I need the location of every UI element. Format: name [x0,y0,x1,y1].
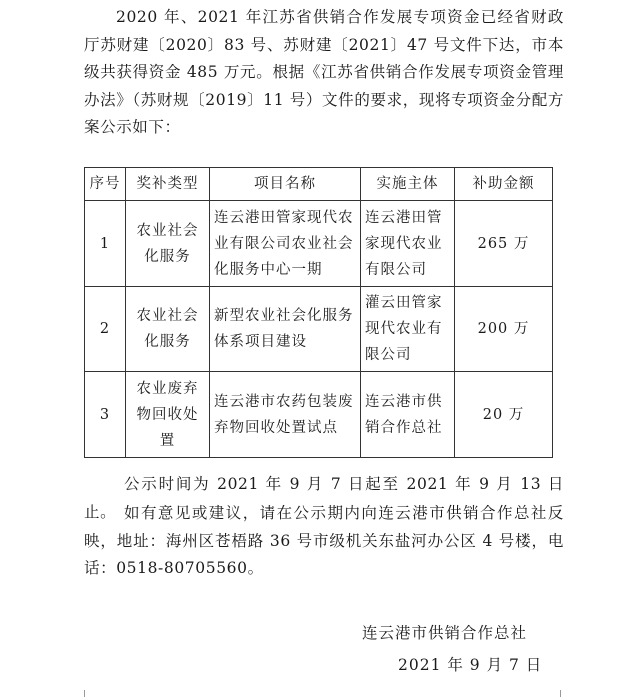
signature-date: 2021 年 9 月 7 日 [398,656,543,674]
column-header-type: 奖补类型 [126,168,210,201]
table-row [85,201,553,287]
implementing-entity: 连云港市供销合作总社 [361,372,455,458]
project-name: 新型农业社会化服务体系项目建设 [210,287,361,372]
implementing-entity: 连云港田管家现代农业有限公司 [361,201,455,287]
row-number: 2 [85,287,126,372]
subsidy-type: 农业废弃物回收处置 [126,372,210,458]
subsidy-type: 农业社会化服务 [126,201,210,287]
signature-organization: 连云港市供销合作总社 [362,624,528,642]
row-number: 3 [85,372,126,458]
subsidy-amount: 265 万 [455,201,553,287]
table-row [85,372,553,458]
project-name: 连云港市农药包装废弃物回收处置试点 [210,372,361,458]
column-header-amount: 补助金额 [455,168,553,201]
implementing-entity: 灌云田管家现代农业有限公司 [361,287,455,372]
crop-mark-left [84,690,85,697]
column-header-project: 项目名称 [210,168,361,201]
contact-paragraph: 如有意见或建议，请在公示期内向连云港市供销合作总社反映，地址：海州区苍梧路 36 号市级机关东盐河办公区 4 号楼，电话：0518-80705560。 [84,504,564,577]
project-name: 连云港田管家现代农业有限公司农业社会化服务中心一期 [210,201,361,287]
subsidy-amount: 200 万 [455,287,553,372]
row-number: 1 [85,201,126,287]
intro-paragraph: 2020 年、2021 年江苏省供销合作发展专项资金已经省财政厅苏财建〔2020〕83 号、苏财建〔2021〕47 号文件下达，市本级共获得资金 485 万元。根据《江苏省供销合作发展专项资金管理办法》（苏财规〔2019〕11 号）文件的要求，现将专项资金分配方案公示如下： [84,8,564,136]
crop-mark-right [560,690,561,697]
column-header-entity: 实施主体 [361,168,455,201]
subsidy-amount: 20 万 [455,372,553,458]
allocation-table [84,167,553,458]
table-header-row [85,168,553,201]
table-row [85,287,553,372]
column-header-no: 序号 [85,168,126,201]
subsidy-type: 农业社会化服务 [126,287,210,372]
notice-period-paragraph: 公示时间为 2021 年 9 月 7 日起至 2021 年 9 月 13 日止。 [84,475,564,521]
